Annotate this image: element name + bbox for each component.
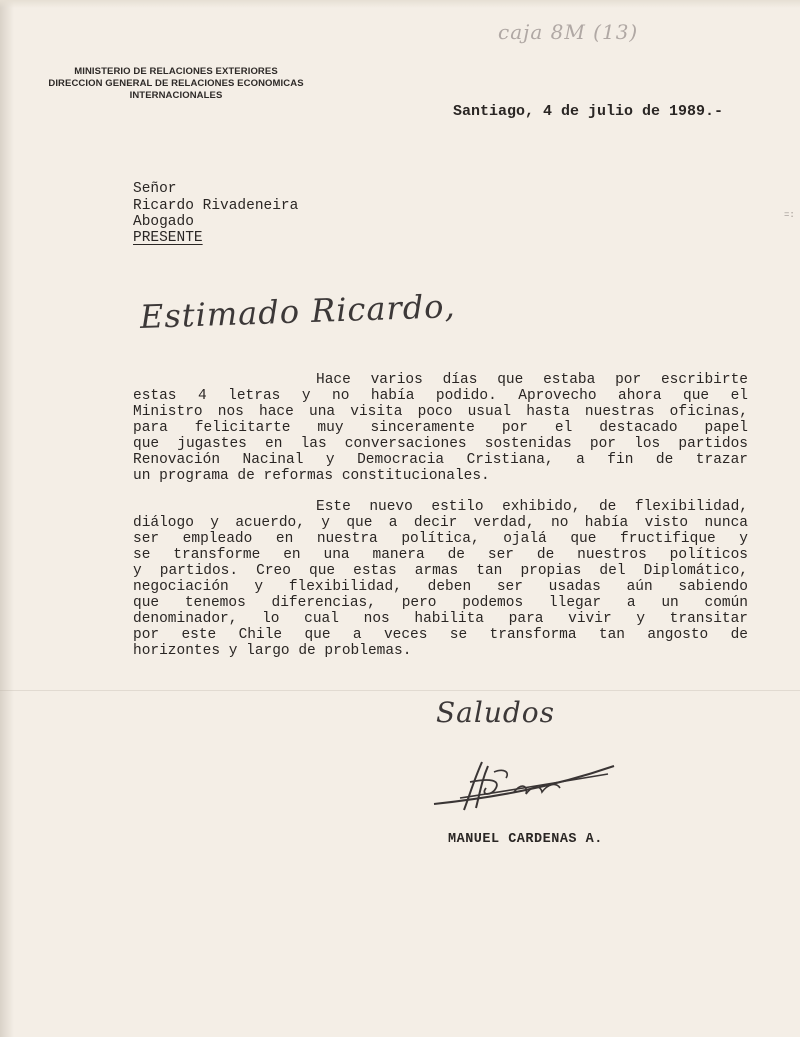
scan-bottom-margin	[0, 1037, 800, 1051]
body-line: Este nuevo estilo exhibido, de flexibilidad,	[316, 499, 748, 515]
recipient-presente: PRESENTE	[133, 230, 203, 246]
body-line: denominador, lo cual nos habilita para vivir y transitar	[133, 611, 748, 627]
body-line: horizontes y largo de problemas.	[133, 643, 412, 659]
recipient-name: Ricardo Rivadeneira	[133, 198, 299, 214]
body-line: diálogo y acuerdo, y que a decir verdad, no había visto nunca	[133, 515, 748, 531]
body-line: Ministro nos hace una visita poco usual hasta nuestras oficinas,	[133, 404, 748, 420]
letterhead-international: INTERNACIONALES	[129, 90, 223, 101]
body-line: un programa de reformas constitucionales.	[133, 468, 490, 484]
scan-top-shadow	[0, 0, 800, 8]
recipient-salutation: Señor	[133, 181, 177, 197]
body-line: para felicitarte muy sinceramente por el destacado papel	[133, 420, 748, 436]
body-line: Renovación Nacinal y Democracia Cristiana, a fin de trazar	[133, 452, 748, 468]
handwritten-closing: Saludos	[436, 696, 556, 729]
scan-edge-shadow	[0, 0, 14, 1051]
handwritten-signature	[430, 752, 620, 822]
body-line: por este Chile que a veces se transforma tan angosto de	[133, 627, 748, 643]
body-line: negociación y flexibilidad, deben ser usadas aún sabiendo	[133, 579, 748, 595]
body-line: se transforme en una manera de ser de nuestros políticos	[133, 547, 748, 563]
edge-mark: =:	[784, 210, 795, 220]
letterhead	[26, 66, 326, 102]
signer-name: MANUEL CARDENAS A.	[448, 832, 603, 847]
letterhead-direction: DIRECCION GENERAL DE RELACIONES ECONOMICAS	[48, 78, 304, 89]
paper-fold-line	[0, 690, 800, 691]
body-line: Hace varios días que estaba por escribirte	[316, 372, 748, 388]
handwritten-greeting: Estimado Ricardo,	[139, 286, 457, 336]
body-line: que jugastes en las conversaciones sostenidas por los partidos	[133, 436, 748, 452]
archive-pencil-note: caja 8M (13)	[498, 20, 639, 44]
body-line: ser empleado en nuestra política, ojalá que fructifique y	[133, 531, 748, 547]
letterhead-ministry: MINISTERIO DE RELACIONES EXTERIORES	[74, 66, 278, 77]
recipient-title: Abogado	[133, 214, 194, 230]
body-line: que tenemos diferencias, pero podemos llegar a un común	[133, 595, 748, 611]
letter-date: Santiago, 4 de julio de 1989.-	[453, 103, 724, 120]
body-line: y partidos. Creo que estas armas tan propias del Diplomático,	[133, 563, 748, 579]
body-line: estas 4 letras y no había podido. Aprovecho ahora que el	[133, 388, 748, 404]
